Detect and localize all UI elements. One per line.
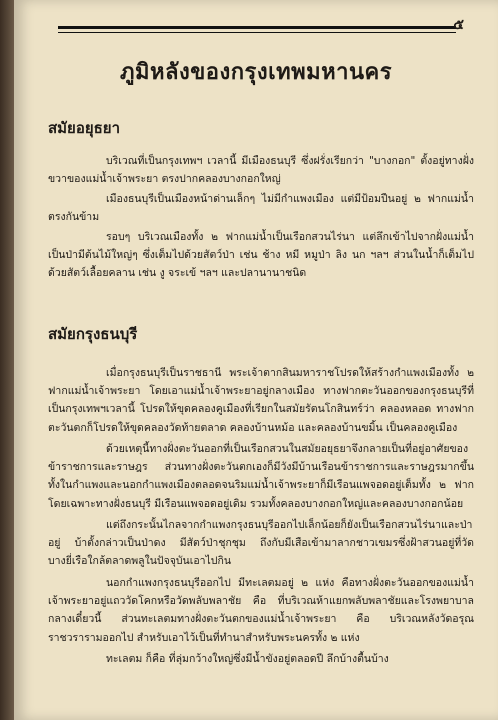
page-number: ๕	[453, 17, 464, 33]
paragraph: นอกกำแพงกรุงธนบุรีออกไป มีทะเลตมอยู่ ๒ แห่ง คือทางฝั่งตะวันออกของแม่น้ำเจ้าพระยาอยู่แถววัดโคกหรือวัดพลับพลาชัย คือ ที่บริเวณห้าแยกพลับพลาชัยและโรงพยาบาลกลางเดี๋ยวนี้ ส่วนทะเลตมทางฝั่งตะวันตกของแม่น้ำเจ้าพระยา คือ บริเวณหลังวัดอรุณราชวรารามออกไป สำหรับเอาไว้เป็นที่ทำนาสำหรับพระนครทั้ง ๒ แห่ง	[48, 577, 474, 644]
paragraph: รอบๆ บริเวณเมืองทั้ง ๒ ฟากแม่น้ำเป็นเรือกสวนไร่นา แต่ลึกเข้าไปจากฝั่งแม่น้ำเป็นป่ามีต้นไม้ใหญ่ๆ ซึ่งเต็มไปด้วยสัตว์ป่า เช่น ช้าง หมี หมูป่า ลิง นก ฯลฯ ส่วนในน้ำก็เต็มไปด้วยสัตว์เลื้อยคลาน เช่น งู จระเข้ ฯลฯ และปลานานาชนิด	[48, 231, 474, 280]
chapter-title: ภูมิหลังของกรุงเทพมหานคร	[119, 60, 393, 85]
paragraph: ทะเลตม ก็คือ ที่ลุ่มกว้างใหญ่ซึ่งมีน้ำขังอยู่ตลอดปี ลึกบ้างตื้นบ้าง	[106, 653, 389, 665]
paragraph: เมื่อกรุงธนบุรีเป็นราชธานี พระเจ้าตากสินมหาราชโปรดให้สร้างกำแพงเมืองทั้ง ๒ ฟากแม่น้ำเจ้าพระยา โดยเอาแม่น้ำเจ้าพระยาอยู่กลางเมือง ทางฟากตะวันออกของกรุงธนบุรีที่เป็นกรุงเทพฯเวลานี้ โปรดให้ขุดคลองคูเมืองที่เรียกในสมัยรัตนโกสินทร์ว่า คลองหลอด ทางฟากตะวันตกก็โปรดให้ขุดคลองวัดท้ายตลาด คลองบ้านหม้อ และคลองบ้านขมิ้น เป็นคลองคูเมือง	[48, 367, 474, 434]
book-page	[14, 0, 498, 720]
paragraph: บริเวณที่เป็นกรุงเทพฯ เวลานี้ มีเมืองธนบุรี ซึ่งฝรั่งเรียกว่า "บางกอก" ตั้งอยู่ทางฝั่งขวาของแม่น้ำเจ้าพระยา ตรงปากคลองบางกอกใหญ่	[48, 155, 474, 186]
paragraph: เมืองธนบุรีเป็นเมืองหน้าด่านเล็กๆ ไม่มีกำแพงเมือง แต่มีป้อมปืนอยู่ ๒ ฟากแม่น้ำตรงกันข้าม	[48, 193, 474, 224]
paragraph: ด้วยเหตุนี้ทางฝั่งตะวันออกที่เป็นเรือกสวนในสมัยอยุธยาจึงกลายเป็นที่อยู่อาศัยของข้าราชการและราษฎร ส่วนทางฝั่งตะวันตกเองก็มีวังมีบ้านเรือนข้าราชการและราษฎรมากขึ้น ทั้งในกำแพงและนอกกำแพงเมืองตลอดจนริมแม่น้ำเจ้าพระยาก็มีเรือนแพจอดอยู่เต็มทั้ง ๒ ฟาก โดยเฉพาะทางฝั่งธนบุรี มีเรือนแพจอดอยู่เดิม รวมทั้งคลองบางกอกใหญ่และคลองบางกอกน้อย	[48, 443, 474, 510]
header-rule	[58, 26, 456, 29]
paragraph: แต่ถึงกระนั้นไกลจากกำแพงกรุงธนบุรีออกไปเล็กน้อยก็ยังเป็นเรือกสวนไร่นาและป่าอยู่ บ้าตั้งกล่าวเป็นป่าดง มีสัตว์ป่าชุกชุม ถึงกับมีเสือเข้ามาลากชาวเขมรซึ่งฝ้าสวนอยู่ที่วัดบางยี่เรือใกล้ตลาดพลูในปัจจุบันเอาไปกิน	[48, 519, 474, 568]
book-spine-shadow	[0, 0, 14, 720]
header-rule-thin	[58, 32, 456, 33]
section-heading-thonburi: สมัยกรุงธนบุรี	[48, 325, 138, 343]
section-heading-ayutthaya: สมัยอยุธยา	[48, 119, 120, 137]
